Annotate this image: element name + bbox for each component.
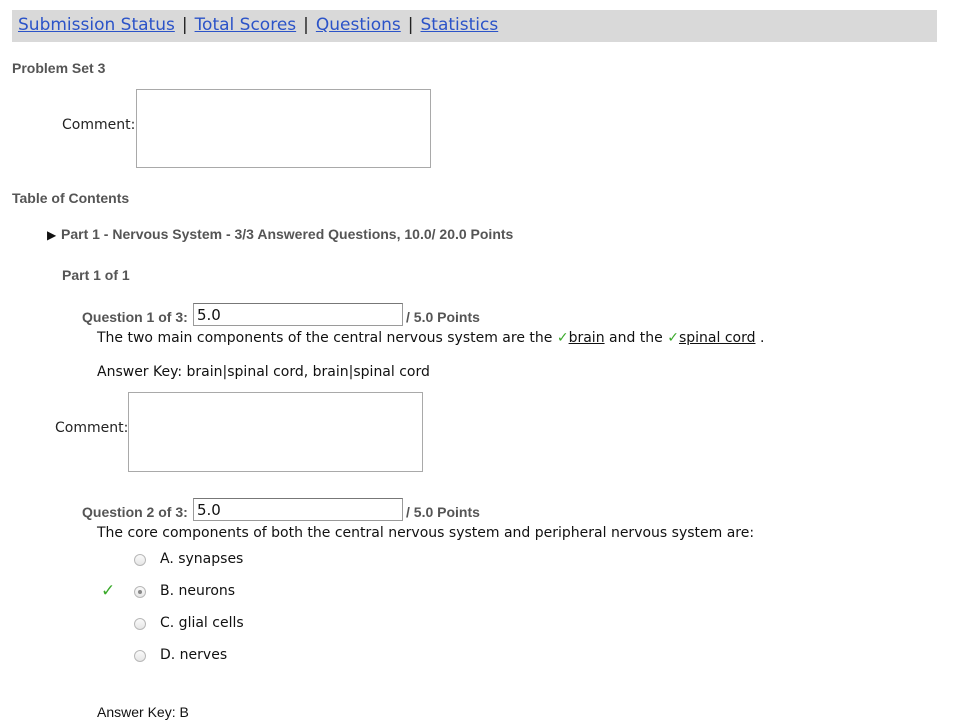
option-c-radio[interactable] [134, 618, 146, 630]
option-a-label: A. synapses [160, 551, 244, 567]
question-1-answer-1: brain [568, 330, 605, 346]
question-2-text: The core components of both the central nervous system and peripheral nervous system are: [97, 525, 755, 541]
question-1-label: Question 1 of 3: [82, 309, 188, 325]
question-1-answer-key: Answer Key: brain|spinal cord, brain|spinal cord [97, 364, 430, 380]
top-nav-bar [12, 10, 937, 42]
problem-set-comment-label: Comment: [62, 117, 136, 133]
toc-title: Table of Contents [12, 190, 130, 206]
checkmark-icon: ✓ [101, 581, 116, 601]
play-triangle-icon: ▶ [47, 228, 57, 242]
option-d-radio[interactable] [134, 650, 146, 662]
problem-set-comment-field[interactable] [136, 89, 431, 168]
checkmark-icon: ✓ [556, 330, 569, 346]
nav-link-submission-status[interactable]: Submission Status [18, 15, 175, 35]
question-2-label: Question 2 of 3: [82, 504, 188, 520]
question-2-points: / 5.0 Points [406, 504, 480, 520]
question-1-text-middle: and the [609, 330, 663, 346]
option-b-radio[interactable] [134, 586, 146, 598]
part-summary-row[interactable] [47, 226, 513, 243]
question-1-score-input[interactable] [193, 303, 403, 326]
nav-separator: | [303, 15, 309, 35]
part-summary-text: Part 1 - Nervous System - 3/3 Answered Questions, 10.0/ 20.0 Points [61, 226, 514, 242]
checkmark-icon: ✓ [667, 330, 679, 346]
question-1-answer-2: spinal cord [678, 330, 756, 346]
question-1-comment-field[interactable] [128, 392, 423, 472]
option-c-label: C. glial cells [160, 615, 244, 631]
question-1-text [97, 330, 764, 346]
part-heading: Part 1 of 1 [62, 267, 130, 283]
nav-link-statistics[interactable]: Statistics [420, 15, 499, 35]
question-2-answer-key: Answer Key: B [97, 704, 189, 720]
nav-separator: | [181, 15, 188, 35]
option-b-label: B. neurons [160, 583, 236, 599]
question-1-text-before: The two main components of the central nervous system are the [97, 330, 553, 346]
question-1-comment-label: Comment: [55, 420, 129, 436]
problem-set-title: Problem Set 3 [12, 60, 106, 76]
question-2-score-input[interactable] [193, 498, 403, 521]
nav-link-total-scores[interactable]: Total Scores [194, 15, 297, 35]
question-1-text-end: . [759, 330, 765, 346]
nav-link-questions[interactable]: Questions [315, 15, 401, 35]
option-a-radio[interactable] [134, 554, 146, 566]
nav-links [18, 15, 498, 35]
option-d-label: D. nerves [160, 647, 228, 663]
nav-separator: | [407, 15, 414, 35]
question-1-points: / 5.0 Points [406, 309, 480, 325]
